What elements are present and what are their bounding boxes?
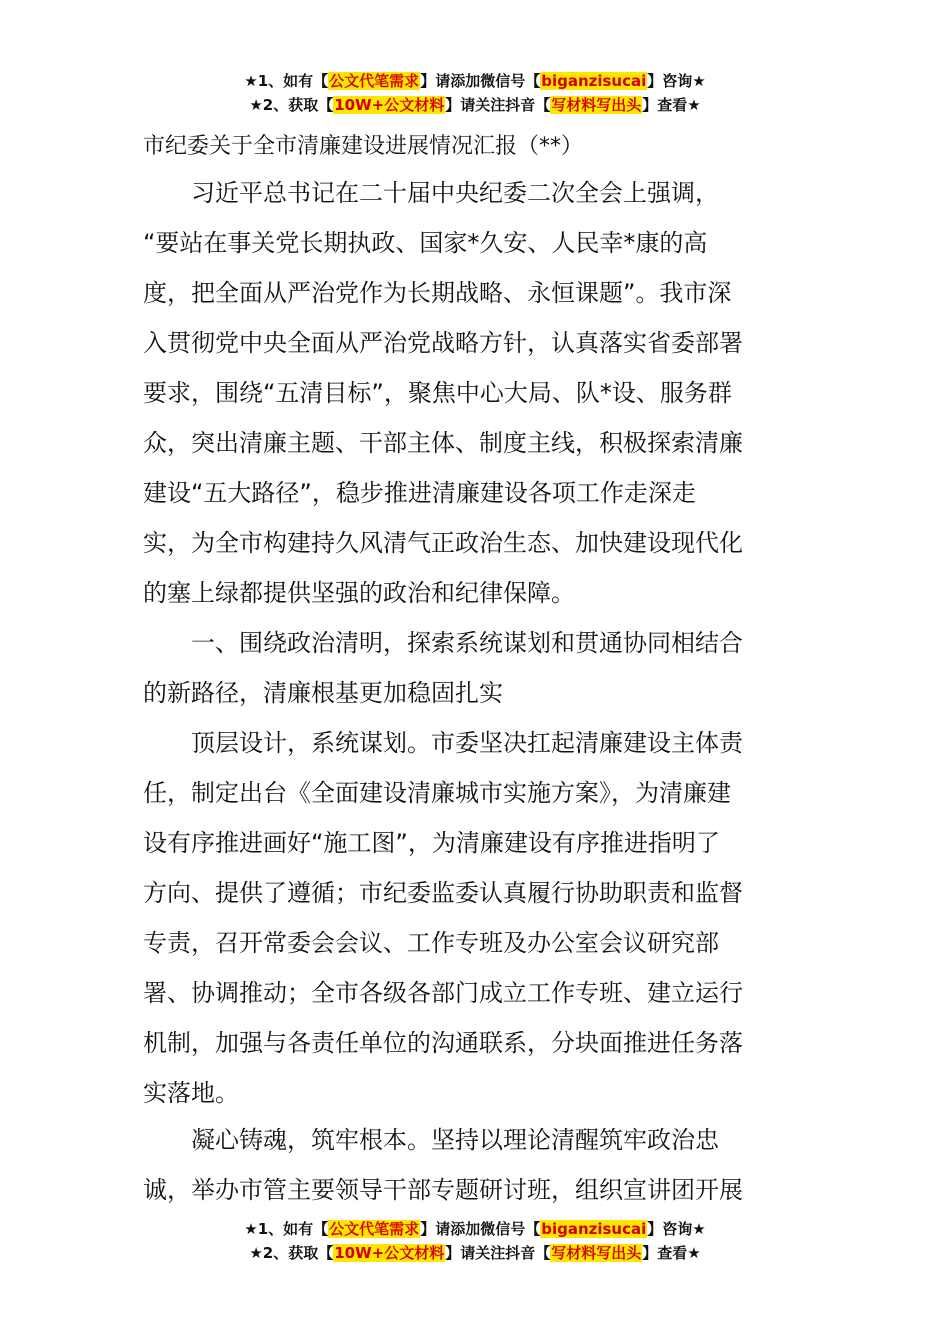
text-line: 入贯彻党中央全面从严治党战略方针，认真落实省委部署 [143, 329, 743, 357]
highlight-service: 公文代笔需求 [329, 1220, 420, 1238]
text-line: 的塞上绿都提供坚强的政治和纪律保障。 [143, 579, 575, 607]
text-line: 的新路径，清廉根基更加稳固扎实 [143, 679, 503, 707]
highlight-douyin: 写材料写出头 [551, 96, 642, 114]
header-banner-line-1: ★1、如有【公文代笔需求】请添加微信号【biganzisucai】咨询★ [244, 72, 706, 90]
footer-banner-line-1: ★1、如有【公文代笔需求】请添加微信号【biganzisucai】咨询★ [244, 1220, 706, 1238]
highlight-douyin: 写材料写出头 [551, 1244, 642, 1262]
text-line: 任，制定出台《全面建设清廉城市实施方案》，为清廉建 [143, 779, 731, 807]
text-line: 方向、提供了遵循；市纪委监委认真履行协助职责和监督 [143, 879, 743, 907]
text-line: 设有序推进画好“施工图”，为清廉建设有序推进指明了 [143, 829, 720, 857]
section-heading-1 [143, 618, 808, 718]
paragraph-ideology [143, 1115, 808, 1215]
text-line: “要站在事关党长期执政、国家*久安、人民幸*康的高 [143, 229, 708, 257]
highlight-wechat-id: biganzisucai [541, 72, 647, 90]
text-line: 专责，召开常委会会议、工作专班及办公室会议研究部 [143, 929, 719, 957]
text-line: 诚，举办市管主要领导干部专题研讨班，组织宣讲团开展 [143, 1176, 743, 1204]
text-line: 度，把全面从严治党作为长期战略、永恒课题”。我市深 [143, 279, 732, 307]
text-line: 凝心铸魂，筑牢根本。坚持以理论清醒筑牢政治忠 [143, 1126, 719, 1154]
document-title: 市纪委关于全市清廉建设进展情况汇报（**） [143, 134, 584, 159]
text-line: 实落地。 [143, 1079, 239, 1107]
text-line: 建设“五大路径”，稳步推进清廉建设各项工作走深走 [143, 479, 696, 507]
text-line: 顶层设计，系统谋划。市委坚决扛起清廉建设主体责 [143, 729, 743, 757]
paragraph-top-level-design [143, 718, 808, 1118]
text-line: 机制，加强与各责任单位的沟通联系，分块面推进任务落 [143, 1029, 743, 1057]
header-banner-line-2: ★2、获取【10W+公文材料】请关注抖音【写材料写出头】查看★ [249, 96, 701, 114]
text-line: 习近平总书记在二十届中央纪委二次全会上强调， [143, 179, 719, 207]
text-line: 署、协调推动；全市各级各部门成立工作专班、建立运行 [143, 979, 743, 1007]
highlight-materials: 10W+公文材料 [334, 1244, 445, 1262]
highlight-service: 公文代笔需求 [329, 72, 420, 90]
text-line: 要求，围绕“五清目标”，聚焦中心大局、队*设、服务群 [143, 379, 732, 407]
highlight-wechat-id: biganzisucai [541, 1220, 647, 1238]
text-line: 实，为全市构建持久风清气正政治生态、加快建设现代化 [143, 529, 743, 557]
highlight-materials: 10W+公文材料 [334, 96, 445, 114]
footer-banner-line-2: ★2、获取【10W+公文材料】请关注抖音【写材料写出头】查看★ [249, 1244, 701, 1262]
paragraph-intro [143, 168, 808, 618]
text-line: 众，突出清廉主题、干部主体、制度主线，积极探索清廉 [143, 429, 743, 457]
text-line: 一、围绕政治清明，探索系统谋划和贯通协同相结合 [143, 629, 743, 657]
